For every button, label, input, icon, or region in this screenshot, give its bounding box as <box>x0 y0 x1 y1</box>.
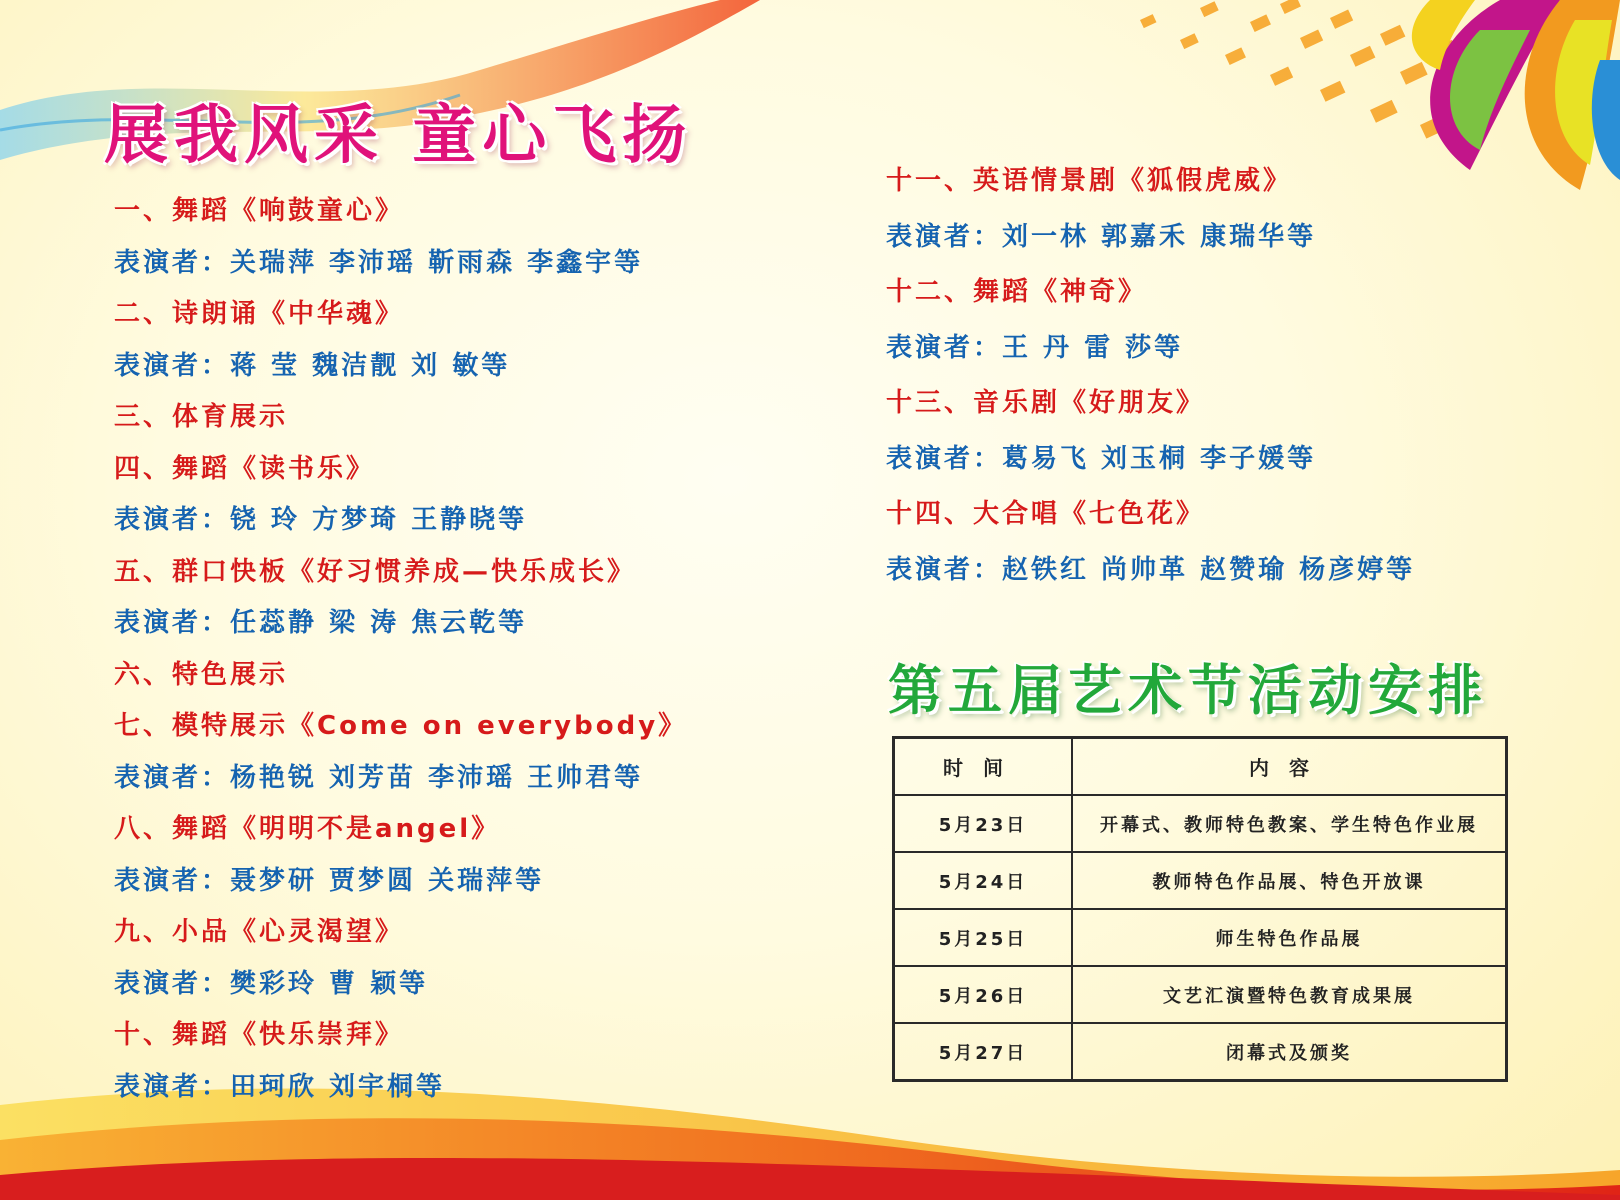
program-item <box>114 186 687 238</box>
program-item-text: 表演者：关瑞萍 李沛瑶 靳雨森 李鑫宇等 <box>114 247 644 278</box>
program-item-text: 表演者：王 丹 雷 莎等 <box>886 332 1184 363</box>
schedule-date: 5月27日 <box>894 1023 1073 1081</box>
program-item <box>114 495 687 547</box>
program-item-text: 九、小品《心灵渴望》 <box>114 917 405 947</box>
schedule-content: 文艺汇演暨特色教育成果展 <box>1072 966 1507 1023</box>
program-item-text: 表演者：聂梦研 贾梦圆 关瑞萍等 <box>114 865 545 896</box>
program-item <box>114 1062 687 1114</box>
program-item <box>114 392 687 444</box>
table-row <box>894 1023 1507 1081</box>
program-item <box>114 341 687 393</box>
schedule-date: 5月23日 <box>894 795 1073 852</box>
program-item-text: 表演者：田珂欣 刘宇桐等 <box>114 1071 446 1102</box>
program-item <box>114 289 687 341</box>
program-item <box>886 543 1415 599</box>
program-item-text: 表演者：刘一林 郭嘉禾 康瑞华等 <box>886 221 1317 252</box>
schedule-content: 闭幕式及颁奖 <box>1072 1023 1507 1081</box>
program-item-text: 三、体育展示 <box>114 402 289 432</box>
program-item <box>886 210 1415 266</box>
program-item <box>114 238 687 290</box>
program-list-right <box>886 154 1415 598</box>
schedule-content: 师生特色作品展 <box>1072 909 1507 966</box>
program-item-text: 十、舞蹈《快乐崇拜》 <box>114 1020 405 1050</box>
program-item <box>114 907 687 959</box>
program-item-text: 二、诗朗诵《中华魂》 <box>114 299 405 329</box>
program-item <box>114 959 687 1011</box>
program-item-text: 十一、英语情景剧《狐假虎威》 <box>886 166 1293 196</box>
program-item-text: 表演者：樊彩玲 曹 颖等 <box>114 968 429 999</box>
header-content: 内容 <box>1072 738 1507 796</box>
program-item <box>114 547 687 599</box>
page-title: 展我风采 童心飞扬 <box>104 99 693 173</box>
program-item-text: 表演者：任蕊静 梁 涛 焦云乾等 <box>114 608 528 638</box>
program-item <box>114 804 687 856</box>
program-item <box>886 487 1415 543</box>
program-item <box>886 265 1415 321</box>
schedule-date: 5月24日 <box>894 852 1073 909</box>
program-item <box>886 154 1415 210</box>
program-item <box>114 444 687 496</box>
table-row <box>894 852 1507 909</box>
schedule-title: 第五届艺术节活动安排 <box>888 659 1488 722</box>
table-row <box>894 966 1507 1023</box>
program-item-text: 表演者：蒋 莹 魏洁靓 刘 敏等 <box>114 350 511 381</box>
program-item-text: 表演者：赵铁红 尚帅革 赵赞瑜 杨彦婷等 <box>886 554 1416 585</box>
schedule-date: 5月25日 <box>894 909 1073 966</box>
program-item-text: 表演者：杨艳锐 刘芳苗 李沛瑶 王帅君等 <box>114 762 644 793</box>
program-item <box>886 376 1415 432</box>
program-item-text: 七、模特展示《Come on everybody》 <box>114 711 688 741</box>
schedule-date: 5月26日 <box>894 966 1073 1023</box>
header-time: 时间 <box>894 738 1073 796</box>
program-item <box>114 650 687 702</box>
table-header-row <box>894 738 1507 796</box>
table-row <box>894 795 1507 852</box>
program-item-text: 六、特色展示 <box>114 659 289 690</box>
table-row <box>894 909 1507 966</box>
program-item-text: 四、舞蹈《读书乐》 <box>114 453 376 484</box>
program-item <box>886 321 1415 377</box>
schedule-table <box>892 736 1508 1082</box>
program-item <box>886 432 1415 488</box>
program-item-text: 十二、舞蹈《神奇》 <box>886 277 1148 307</box>
program-item <box>114 856 687 908</box>
program-item-text: 八、舞蹈《明明不是angel》 <box>114 814 501 844</box>
program-item-text: 表演者：葛易飞 刘玉桐 李子媛等 <box>886 443 1317 474</box>
program-item-text: 五、群口快板《好习惯养成—快乐成长》 <box>114 556 637 587</box>
program-item <box>114 598 687 650</box>
program-item-text: 表演者：铙 玲 方梦琦 王静晓等 <box>114 505 528 535</box>
program-item <box>114 1010 687 1062</box>
program-list-left <box>114 186 687 1113</box>
schedule-content: 教师特色作品展、特色开放课 <box>1072 852 1507 909</box>
program-item <box>114 701 687 753</box>
schedule-content: 开幕式、教师特色教案、学生特色作业展 <box>1072 795 1507 852</box>
program-item <box>114 753 687 805</box>
program-item-text: 十三、音乐剧《好朋友》 <box>886 388 1206 418</box>
program-item-text: 十四、大合唱《七色花》 <box>886 499 1206 529</box>
program-item-text: 一、舞蹈《响鼓童心》 <box>114 196 405 226</box>
